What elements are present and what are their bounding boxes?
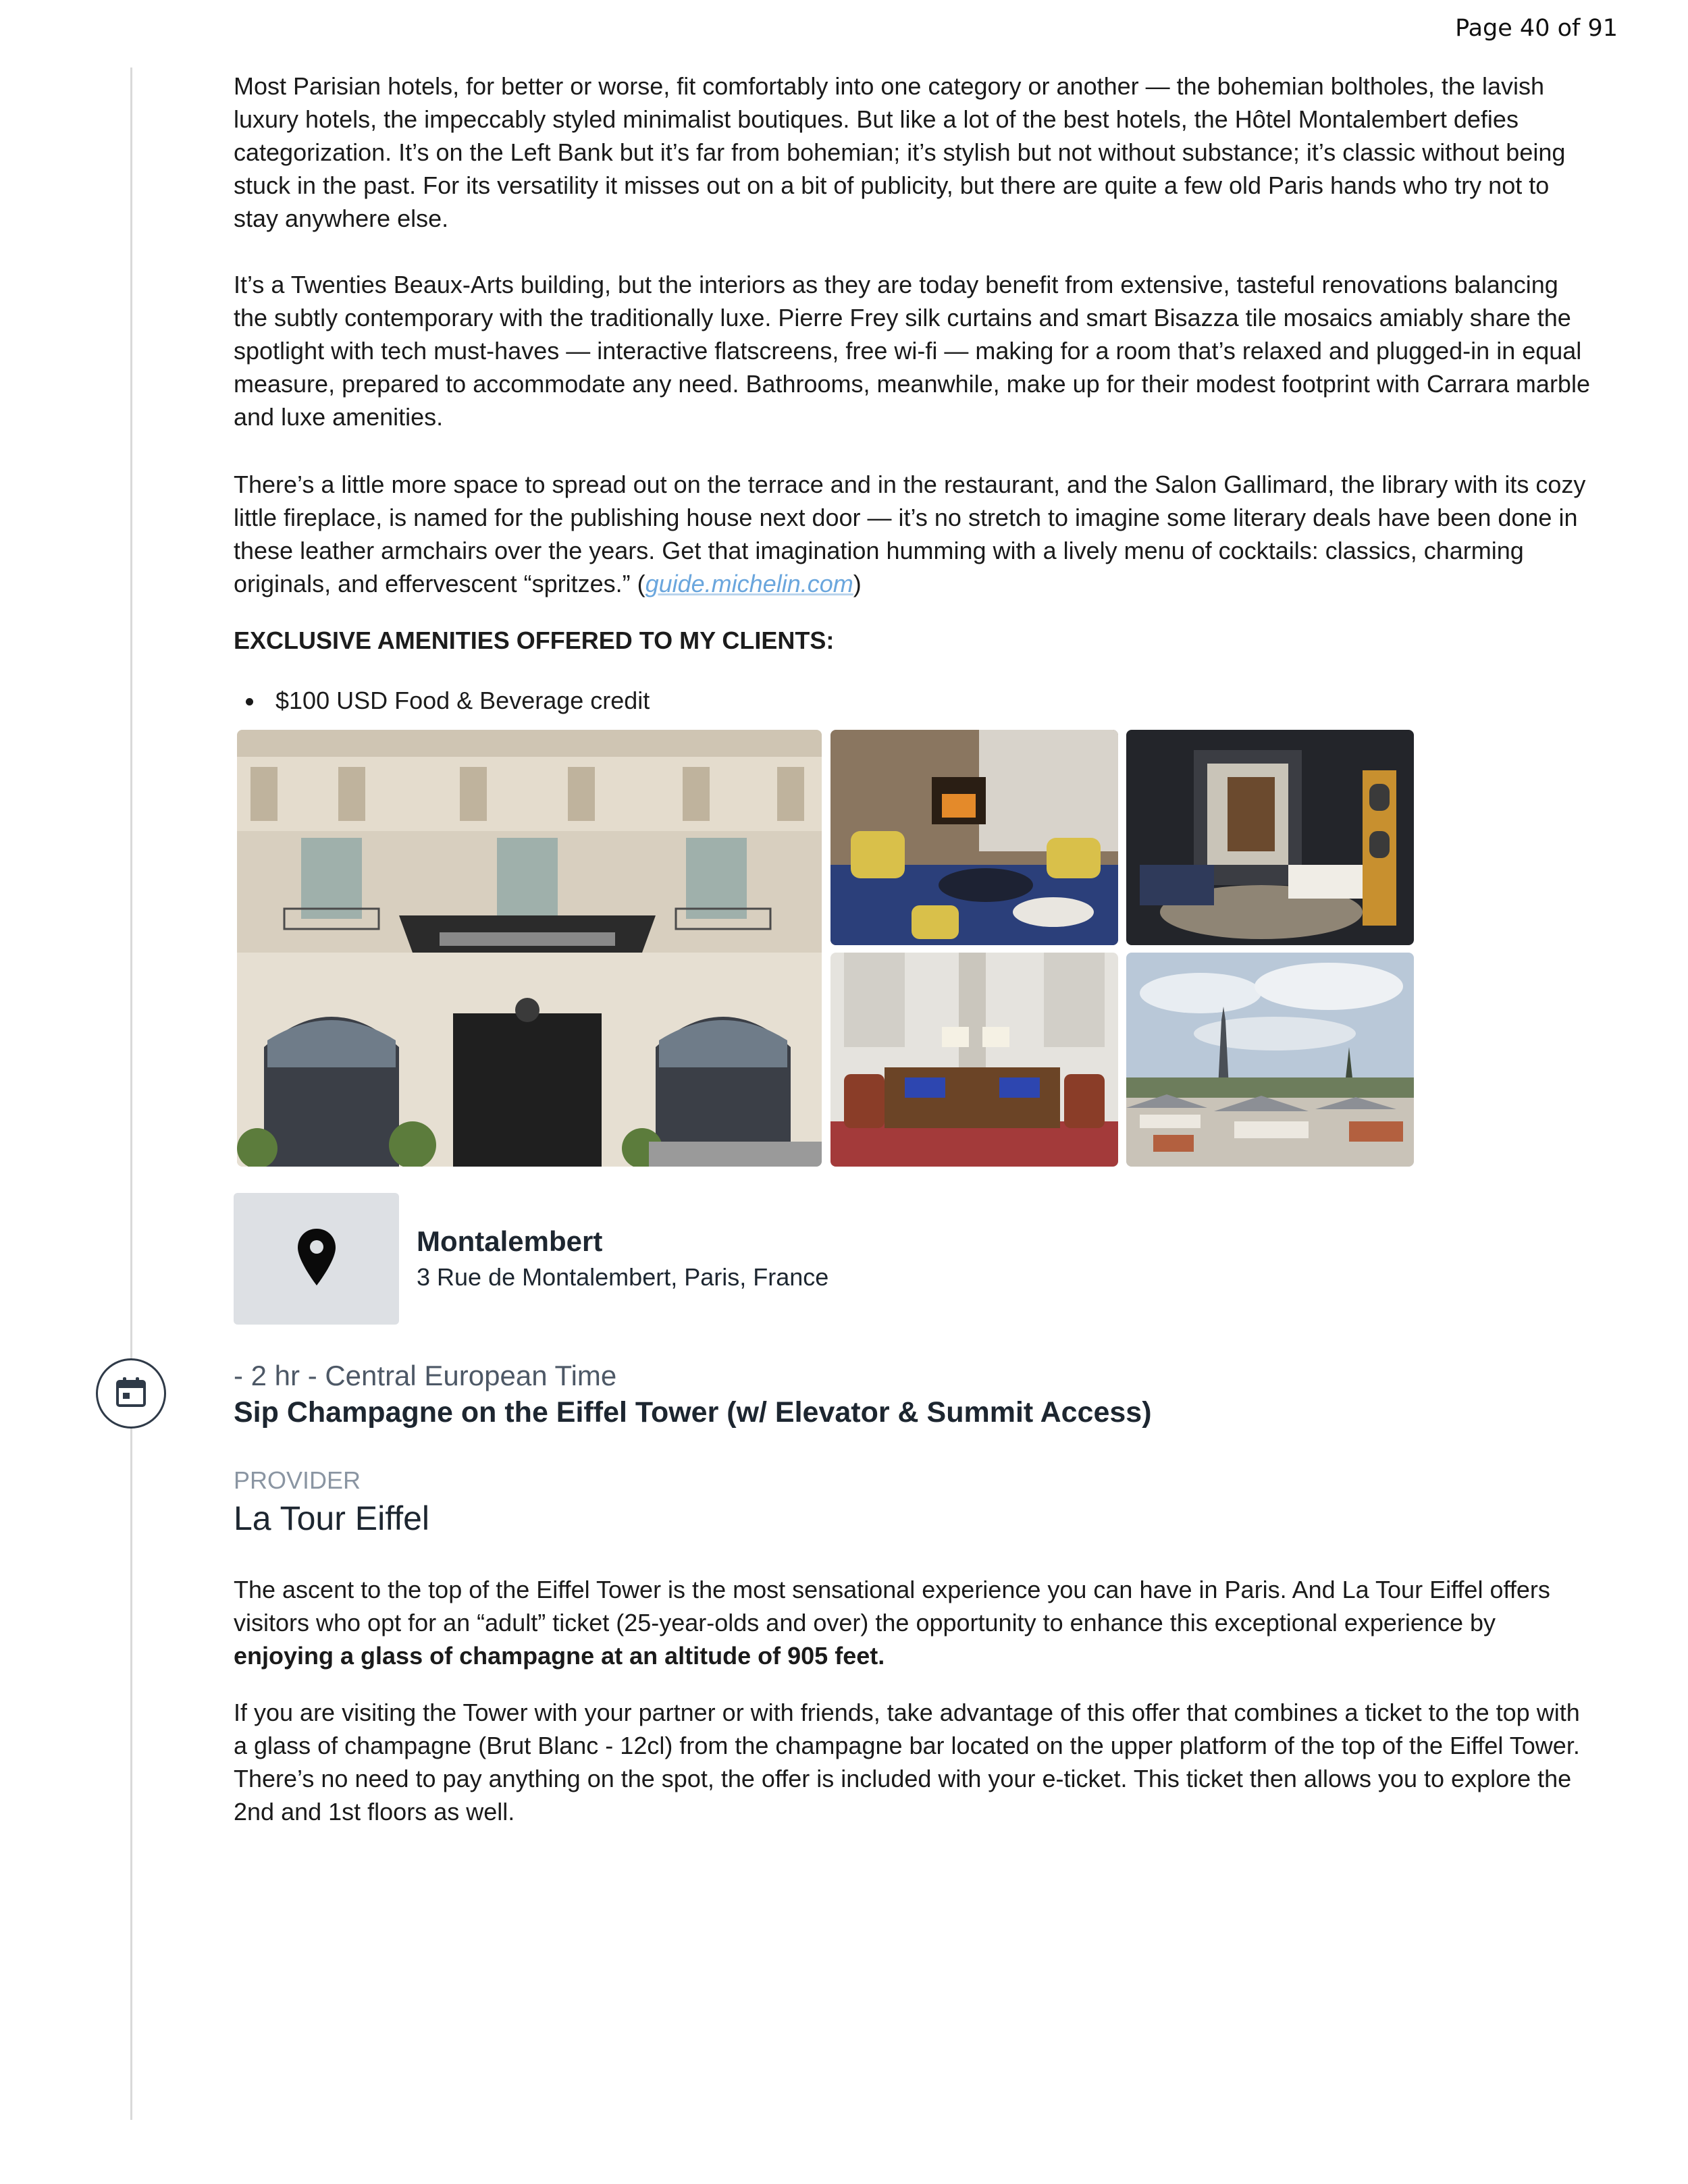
hotel-facade-image	[237, 730, 822, 1167]
event-description-paragraph-2: If you are visiting the Tower with your partner or with friends, take advantage of this offer that combines a ticket to the top with a glass of champagne (Brut Blanc - 12cl) from the champagne bar located on the upper platform of the top of the Eiffel Tower. There’s no need to pay anything on the spot, the offer is included with your e-ticket. This ticket then allows you to explore the 2nd and 1st floors as well.	[234, 1699, 1580, 1826]
location-address: 3 Rue de Montalembert, Paris, France	[417, 1263, 829, 1291]
photo-dining-room[interactable]	[830, 953, 1118, 1167]
map-pin-icon	[298, 1229, 336, 1289]
timeline-event-marker	[96, 1358, 166, 1429]
photo-salon-fireplace[interactable]	[830, 730, 1118, 945]
hotel-description-paragraph-3	[234, 468, 1591, 600]
event-description-text: The ascent to the top of the Eiffel Tower is the most sensational experience you can have in Paris. And La Tour Eiffel offers visitors who opt for an “adult” ticket (25-year-olds and over) the opportunity to enhance this exceptional experience by	[234, 1576, 1550, 1636]
paragraph-3-text: There’s a little more space to spread out on the terrace and in the restaurant, and the Salon Gallimard, the library with its cozy little fireplace, is named for the publishing house next door — it’s no stretch to imagine some literary deals have been done in these leather armchairs over the years. Get that imagination humming with a lively menu of cocktails: classics, charming originals, and effervescent “spritzes.” (	[234, 471, 1586, 597]
calendar-icon	[115, 1376, 147, 1412]
provider-label: PROVIDER	[234, 1466, 361, 1494]
event-time: - 2 hr - Central European Time	[234, 1360, 617, 1391]
source-link[interactable]: guide.michelin.com	[645, 570, 853, 597]
salon-fireplace-image	[830, 730, 1118, 945]
amenity-item: $100 USD Food & Beverage credit	[234, 684, 1591, 717]
event-description-paragraph-1	[234, 1573, 1591, 1672]
provider-name: La Tour Eiffel	[234, 1499, 430, 1537]
page-indicator: Page 40 of 91	[1455, 15, 1618, 42]
lounge-room-image	[1126, 730, 1414, 945]
location-name: Montalembert	[417, 1225, 603, 1257]
timeline-line	[130, 68, 132, 2120]
hotel-description-paragraph-2: It’s a Twenties Beaux-Arts building, but the interiors as they are today benefit from extensive, tasteful renovations balancing the subtly contemporary with the traditionally luxe. Pierre Frey silk curtains and smart Bisazza tile mosaics amiably share the spotlight with tech must-haves — interactive flatscreens, free wi-fi — making for a room that’s relaxed and plugged-in in equal measure, prepared to accommodate any need. Bathrooms, meanwhile, make up for their modest footprint with Carrara marble and luxe amenities.	[234, 271, 1590, 431]
amenities-list	[234, 684, 1591, 717]
paragraph-3-close: )	[853, 570, 862, 597]
photo-paris-rooftops-view[interactable]	[1126, 953, 1414, 1167]
event-description-highlight: enjoying a glass of champagne at an altitude of 905 feet.	[234, 1642, 885, 1670]
dining-room-image	[830, 953, 1118, 1167]
hotel-description-paragraph-1: Most Parisian hotels, for better or worse, fit comfortably into one category or another — the bohemian boltholes, the lavish luxury hotels, the impeccably styled minimalist boutiques. But like a lot of the best hotels, the Hôtel Montalembert defies categorization. It’s on the Left Bank but it’s far from bohemian; it’s stylish but not without substance; it’s classic without being stuck in the past. For its versatility it misses out on a bit of publicity, but there are quite a few old Paris hands who try not to stay anywhere else.	[234, 72, 1566, 232]
photo-lounge-room[interactable]	[1126, 730, 1414, 945]
event-title: Sip Champagne on the Eiffel Tower (w/ Elevator & Summit Access)	[234, 1396, 1152, 1429]
amenities-heading: EXCLUSIVE AMENITIES OFFERED TO MY CLIENTS:	[234, 627, 835, 654]
location-icon-box[interactable]	[234, 1193, 399, 1325]
photo-hotel-facade[interactable]	[237, 730, 822, 1167]
paris-rooftops-image	[1126, 953, 1414, 1167]
